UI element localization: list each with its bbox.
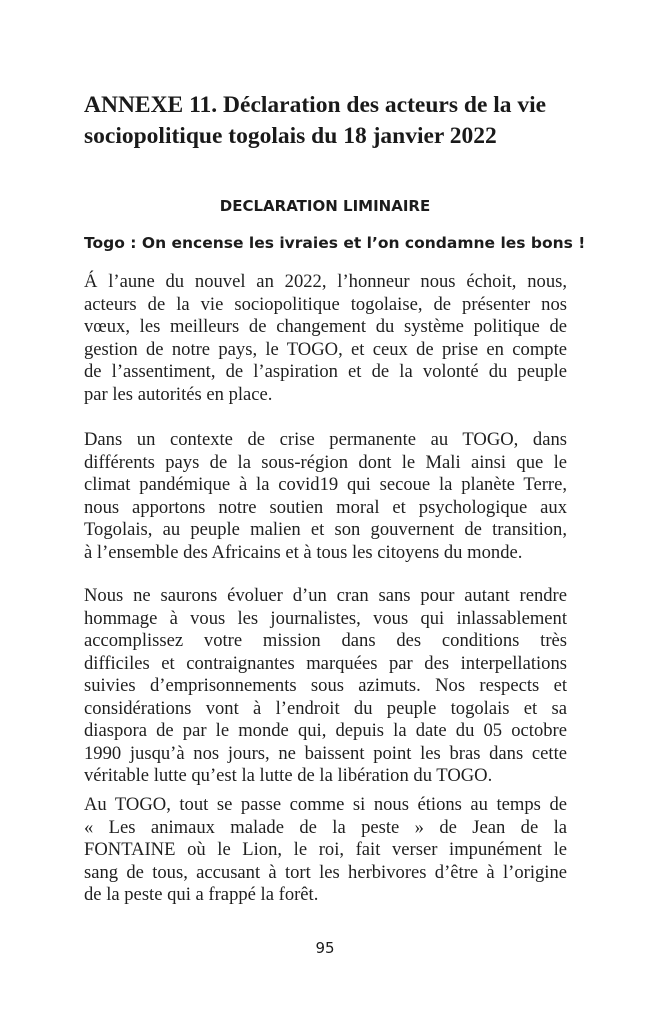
text-line: Au TOGO, tout se passe comme si nous étions au temps de (84, 794, 567, 815)
text-line: 1990 jusqu’à nos jours, ne baissent point les bras dans cette (84, 742, 567, 764)
text-line: Togolais, au peuple malien et son gouvernent de transition, (84, 519, 567, 540)
annex-title (84, 90, 584, 152)
text-line: par les autorités en place. (84, 383, 273, 405)
body-paragraph (84, 585, 567, 788)
text-line: « Les animaux malade de la peste » de Jean de la (84, 816, 567, 838)
text-line: différents pays de la sous-région dont le Mali ainsi que le (84, 451, 567, 473)
text-line: gestion de notre pays, le TOGO, et ceux de prise en compte (84, 338, 567, 360)
text-line: de l’assentiment, de l’aspiration et de la volonté du peuple (84, 361, 567, 382)
annex-title-line: ANNEXE 11. Déclaration des acteurs de la vie (84, 92, 547, 118)
body-paragraph (84, 794, 567, 907)
text-line: de la peste qui a frappé la forêt. (84, 884, 319, 905)
annex-title-line: sociopolitique togolais du 18 janvier 2022 (84, 123, 497, 149)
body-paragraph (84, 429, 567, 564)
body-paragraph (84, 271, 567, 406)
text-line: nous apportons notre soutien moral et psychologique aux (84, 496, 567, 518)
text-line: véritable lutte qu’est la lutte de la libération du TOGO. (84, 765, 493, 786)
text-line: climat pandémique à la covid19 qui secoue la planète Terre, (84, 474, 567, 495)
text-line: suivies d’emprisonnements sous azimuts. Nos respects et (84, 675, 567, 696)
article-headline: Togo : On encense les ivraies et l’on condamne les bons ! (84, 234, 586, 252)
text-line: hommage à vous les journalistes, vous qui inlassablement (84, 607, 567, 629)
text-line: considérations vont à l’endroit du peuple togolais et sa (84, 697, 567, 719)
text-line: Nous ne saurons évoluer d’un cran sans pour autant rendre (84, 585, 567, 606)
text-line: acteurs de la vie sociopolitique togolaise, de présenter nos (84, 293, 567, 315)
page-number: 95 (315, 939, 335, 957)
text-line: sang de tous, accusant à tort les herbivores d’être à l’origine (84, 861, 567, 883)
text-line: à l’ensemble des Africains et à tous les citoyens du monde. (84, 541, 523, 563)
text-line: difficiles et contraignantes marquées par des interpellations (84, 652, 567, 674)
text-line: Dans un contexte de crise permanente au TOGO, dans (84, 429, 567, 450)
section-subtitle: DECLARATION LIMINAIRE (219, 197, 431, 215)
text-line: accomplissez votre mission dans des conditions très (84, 630, 567, 651)
text-line: vœux, les meilleurs de changement du système politique de (84, 316, 567, 337)
text-line: diaspora de par le monde qui, depuis la date du 05 octobre (84, 720, 567, 741)
text-line: Á l’aune du nouvel an 2022, l’honneur nous échoit, nous, (84, 271, 567, 292)
text-line: FONTAINE où le Lion, le roi, fait verser impunément le (84, 839, 567, 860)
